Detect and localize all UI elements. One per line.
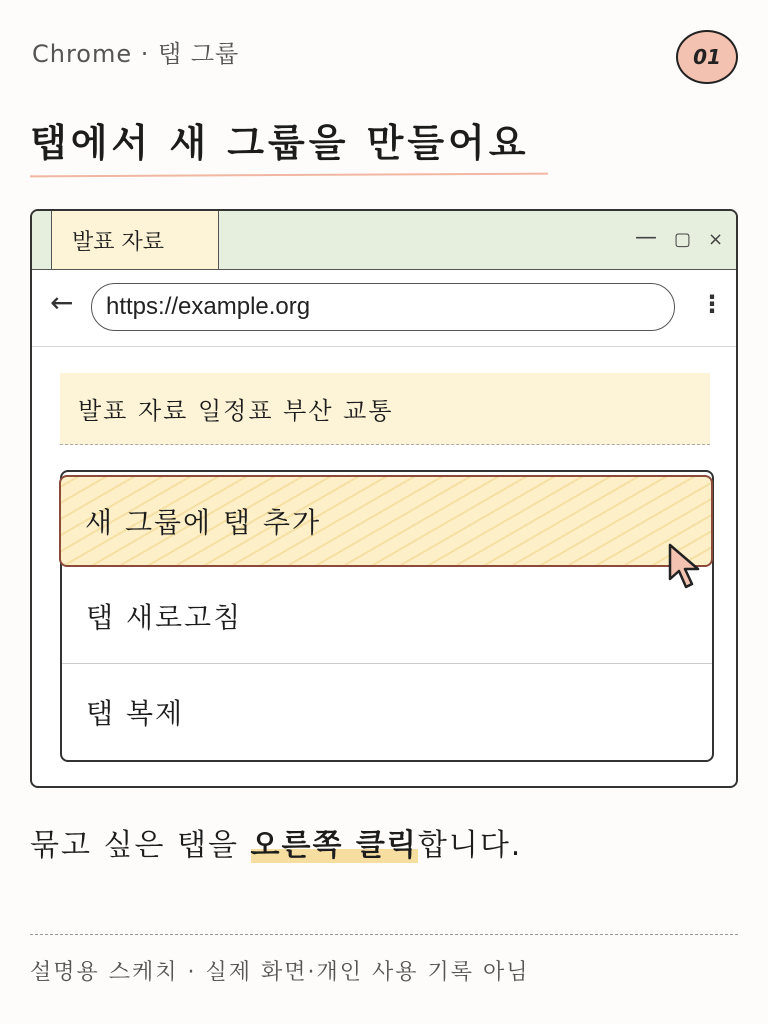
menu-item-add-to-new-group[interactable]: 새 그룹에 탭 추가 bbox=[59, 475, 713, 567]
footer-divider bbox=[30, 934, 738, 935]
kebab-menu-icon[interactable]: ⋮ bbox=[700, 290, 724, 318]
step-badge: 01 bbox=[676, 30, 738, 84]
instruction-prefix: 묶고 싶은 탭을 bbox=[30, 828, 251, 863]
title-underline bbox=[30, 173, 548, 178]
minimize-icon[interactable]: — bbox=[635, 225, 657, 250]
instruction-highlight: 오른쪽 클릭 bbox=[250, 828, 418, 863]
close-icon[interactable]: × bbox=[708, 229, 724, 250]
context-menu bbox=[60, 470, 714, 762]
menu-item-reload-tab[interactable]: 탭 새로고침 bbox=[62, 568, 712, 664]
browser-window bbox=[30, 209, 738, 788]
tab-strip bbox=[32, 211, 736, 270]
breadcrumb: Chrome · 탭 그룹 bbox=[32, 40, 240, 68]
menu-item-duplicate-tab[interactable]: 탭 복제 bbox=[86, 697, 185, 730]
address-bar-row bbox=[32, 270, 736, 347]
instruction-suffix: 합니다. bbox=[417, 828, 523, 863]
tab-list-bar[interactable]: 발표 자료 일정표 부산 교통 bbox=[60, 373, 710, 445]
url-input[interactable]: https://example.org bbox=[91, 283, 675, 331]
maximize-icon[interactable]: ▢ bbox=[674, 229, 692, 250]
page-title: 탭에서 새 그룹을 만들어요 bbox=[30, 121, 530, 165]
footer-note: 설명용 스케치 · 실제 화면·개인 사용 기록 아님 bbox=[30, 960, 530, 985]
back-arrow-icon[interactable]: ← bbox=[50, 286, 74, 319]
instruction-text bbox=[30, 820, 522, 864]
mouse-pointer-icon bbox=[668, 543, 704, 591]
browser-tab[interactable]: 발표 자료 bbox=[51, 211, 219, 269]
